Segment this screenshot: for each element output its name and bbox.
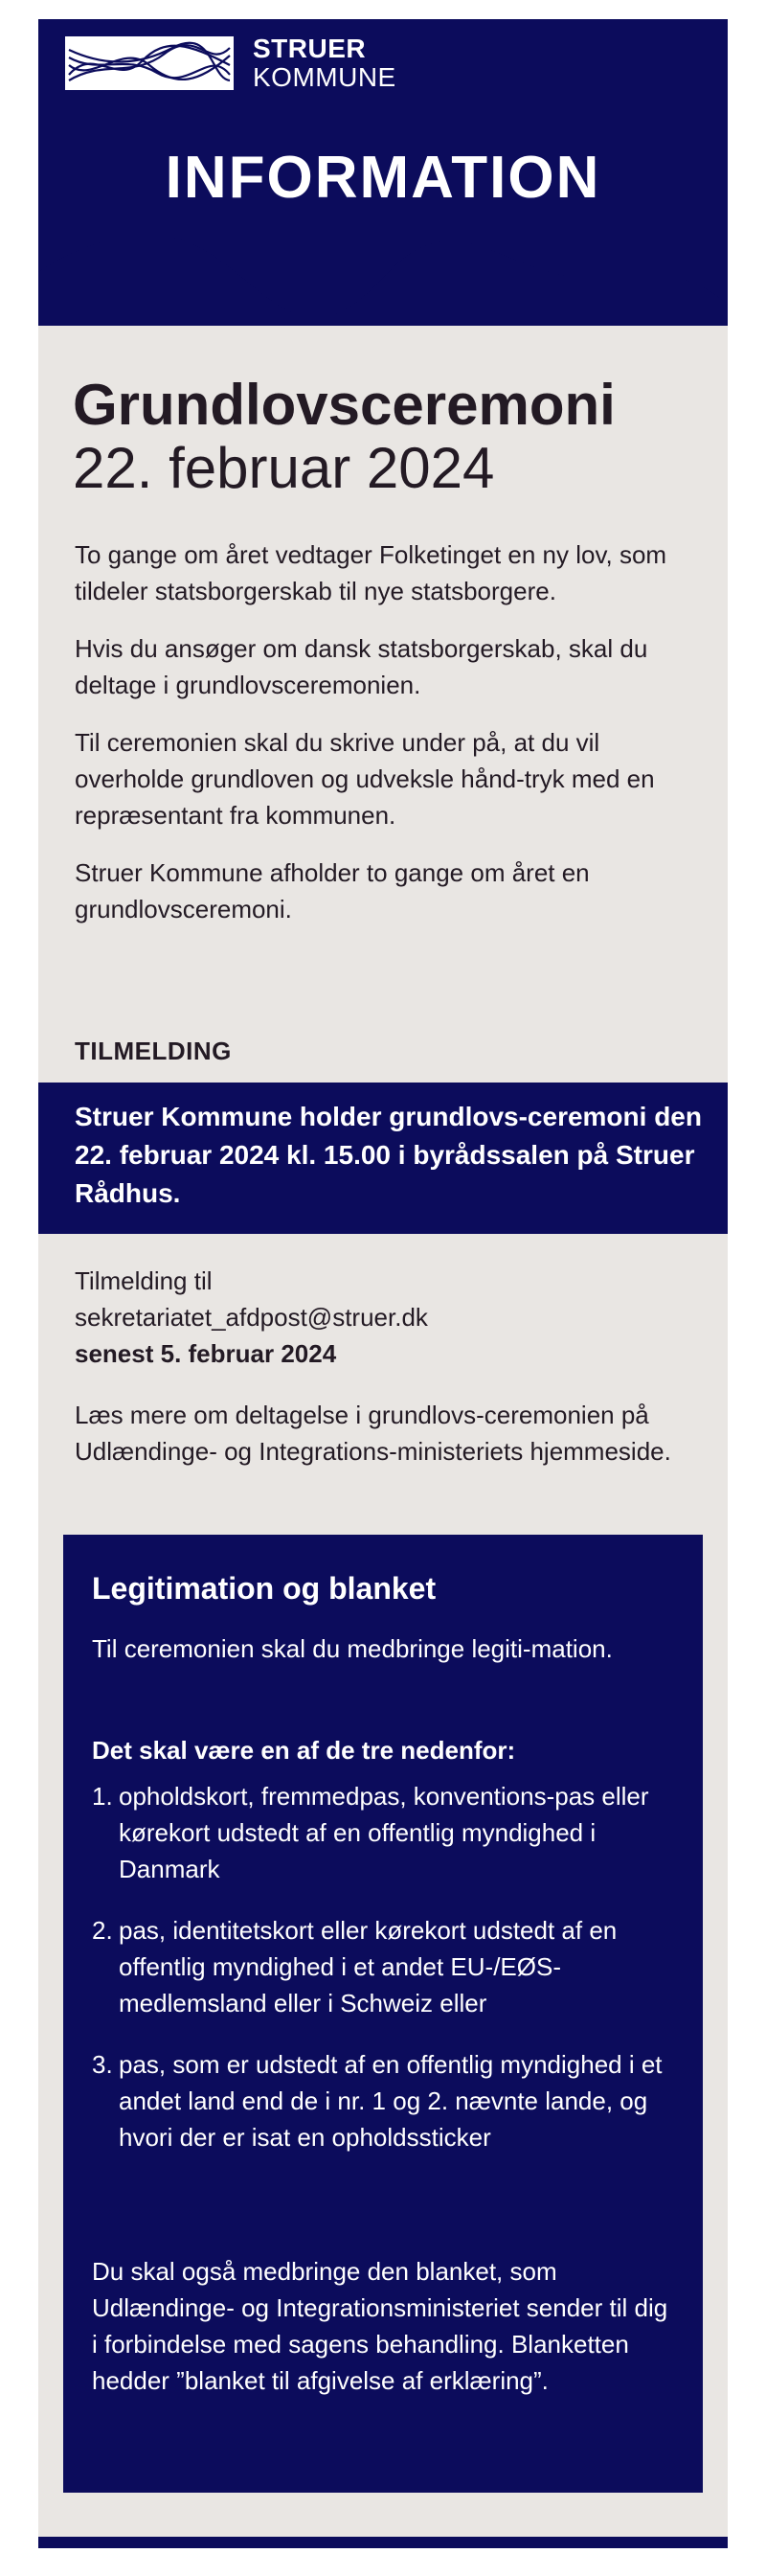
registration-line: Tilmelding til — [75, 1266, 213, 1295]
registration-deadline: senest 5. februar 2024 — [75, 1339, 337, 1368]
box-title: Legitimation og blanket — [92, 1571, 437, 1606]
box-subheading: Det skal være en af de tre nedenfor: — [92, 1736, 516, 1765]
list-item-number: 2. — [92, 1916, 113, 1945]
struer-kommune-logo — [65, 34, 467, 94]
information-flyer — [38, 19, 728, 2548]
logo-line-1: STRUER — [253, 34, 367, 63]
box-intro: Til ceremonien skal du medbringe legiti-mation. — [92, 1634, 613, 1663]
list-item — [92, 1912, 676, 2021]
id-requirements-list — [92, 1778, 676, 2180]
ceremony-date: 22. februar 2024 — [73, 436, 495, 500]
intro-paragraph: Til ceremonien skal du skrive under på, at du vil overholde grundloven og udveksle hånd-tryk med en repræsentant fra kommunen. — [75, 728, 655, 830]
logo-line-2: KOMMUNE — [253, 62, 396, 92]
tilmelding-label: TILMELDING — [75, 1037, 232, 1065]
legitimation-box — [63, 1535, 703, 2493]
wave-logo-icon — [65, 36, 234, 90]
banner-text: Struer Kommune holder grundlovs-ceremoni den 22. februar 2024 kl. 15.00 i byrådssalen på Struer Rådhus. — [75, 1102, 702, 1208]
intro-paragraph: To gange om året vedtager Folketinget en ny lov, som tildeler statsborgerskab til nye statsborgere. — [75, 540, 667, 605]
footer-bar — [38, 2537, 728, 2548]
information-title: INFORMATION — [165, 145, 601, 211]
ceremony-banner — [38, 1083, 728, 1234]
logo-wordmark — [253, 34, 396, 92]
registration-info — [75, 1263, 707, 1372]
list-item-text: opholdskort, fremmedpas, konventions-pas eller kørekort udstedt af en offentlig myndighed i Danmark — [119, 1782, 649, 1883]
box-outro: Du skal også medbringe den blanket, som Udlændinge- og Integrationsministeriet sender til dig i forbindelse med sagens behandling. Blanketten hedder ”blanket til afgivelse af erklæring”. — [92, 2257, 668, 2395]
intro-paragraph: Hvis du ansøger om dansk statsborgerskab, skal du deltage i grundlovsceremonien. — [75, 634, 648, 699]
list-item-number: 3. — [92, 2050, 113, 2079]
list-item-text: pas, identitetskort eller kørekort udstedt af en offentlig myndighed i et andet EU-/EØS-medlemsland eller i Schweiz eller — [119, 1916, 618, 2017]
read-more-text: Læs mere om deltagelse i grundlovs-ceremonien på Udlændinge- og Integrations-ministeriets hjemmeside. — [75, 1401, 671, 1466]
list-item-text: pas, som er udstedt af en offentlig myndighed i et andet land end de i nr. 1 og 2. nævnte lande, og hvori der er isat en opholdssticker — [119, 2050, 663, 2152]
header-wave-edge — [38, 230, 728, 335]
intro-text — [75, 536, 687, 948]
list-item-number: 1. — [92, 1782, 113, 1811]
list-item — [92, 1778, 676, 1887]
list-item — [92, 2046, 676, 2155]
intro-paragraph: Struer Kommune afholder to gange om året en grundlovsceremoni. — [75, 858, 590, 923]
ceremony-title: Grundlovsceremoni — [73, 373, 616, 437]
registration-email[interactable]: sekretariatet_afdpost@struer.dk — [75, 1303, 428, 1332]
